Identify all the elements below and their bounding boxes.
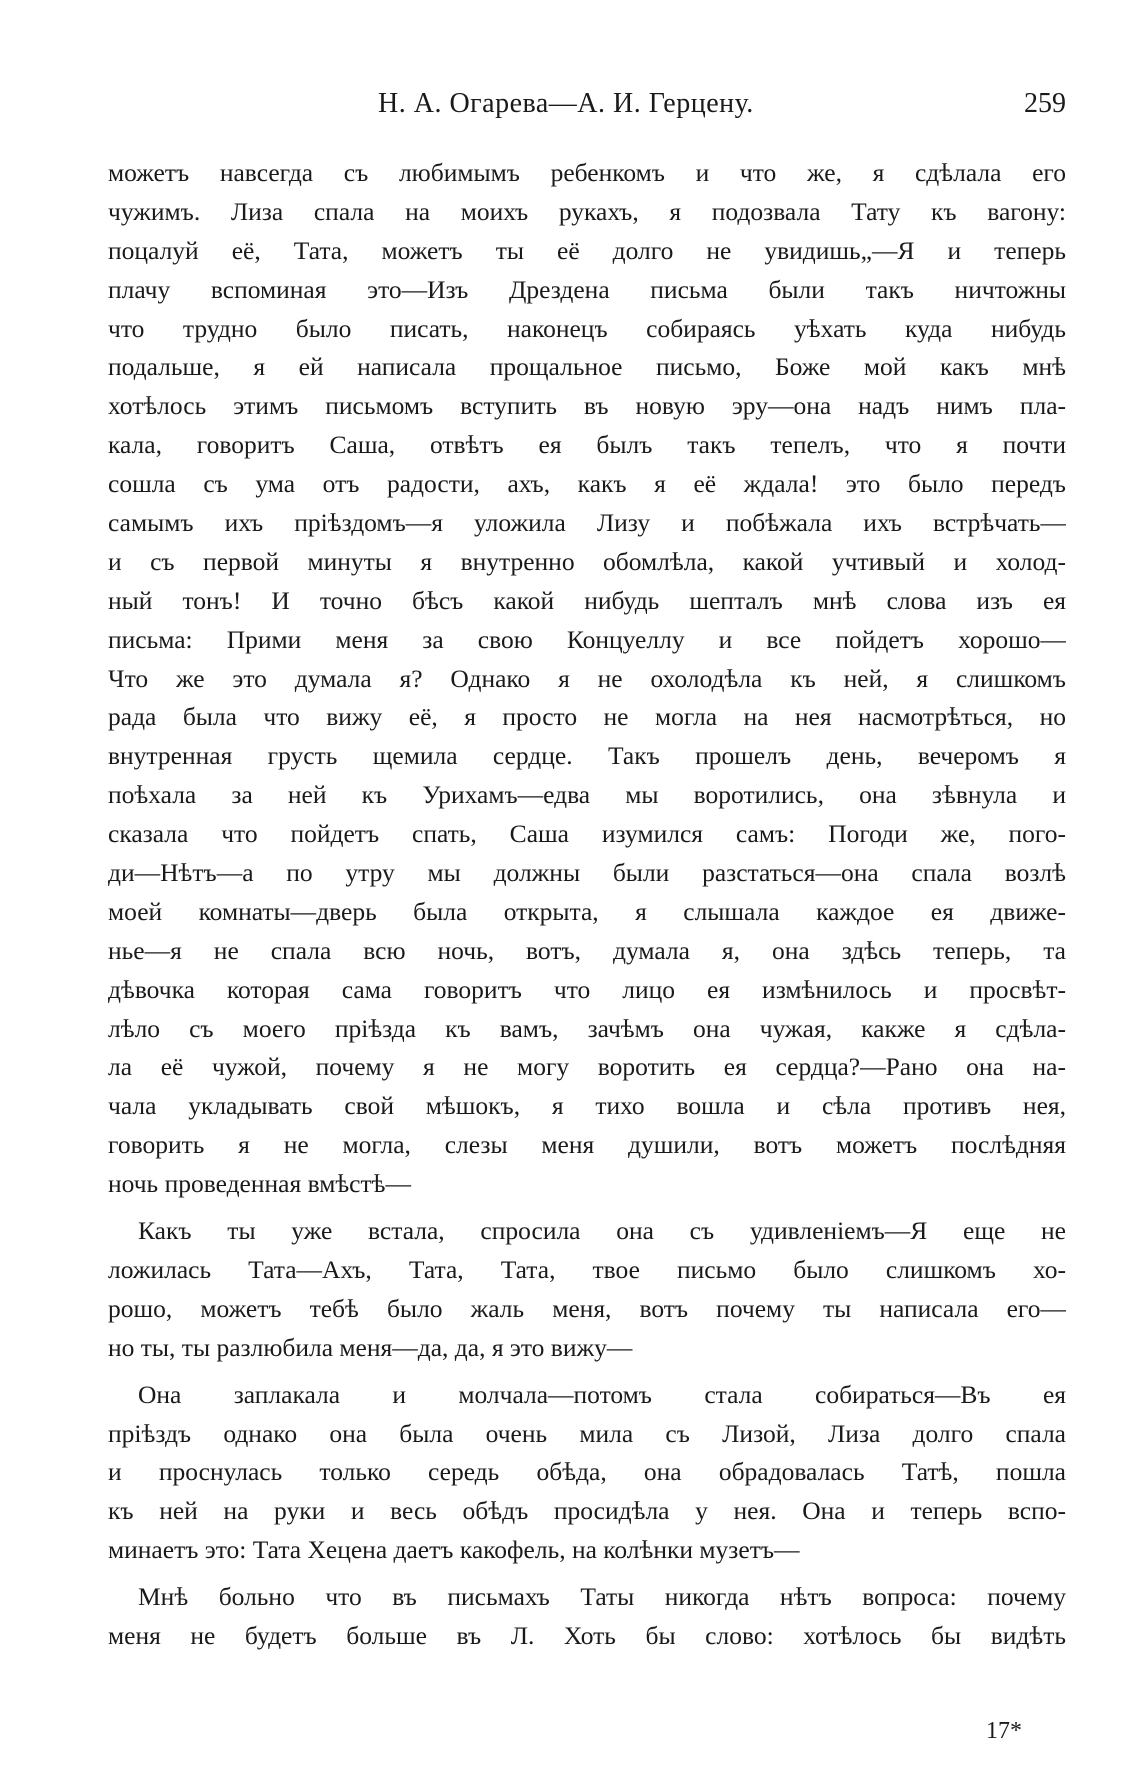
printer-signature-mark: 17* [986, 1718, 1022, 1744]
text-line: ночь проведенная вмѣстѣ— [108, 1169, 411, 1199]
text-line: къ ней на руки и весь обѣдъ просидѣла у нея. Она и теперь вспо- [108, 1496, 1066, 1526]
paragraph-gap [108, 1204, 1066, 1212]
paragraph [108, 154, 1066, 1204]
text-line: чала укладывать свой мѣшокъ, я тихо вошла и сѣла противъ нея, [108, 1091, 1066, 1121]
text-line: Мнѣ больно что въ письмахъ Таты никогда нѣтъ вопроса: почему [138, 1582, 1066, 1612]
text-line: внутренная грусть щемила сердце. Такъ прошелъ день, вечеромъ я [108, 741, 1066, 771]
text-line: кала, говоритъ Саша, отвѣтъ ея былъ такъ тепелъ, что я почти [108, 430, 1066, 460]
page-number: 259 [1024, 88, 1066, 119]
text-line: сошла съ ума отъ радости, ахъ, какъ я её ждала! это было передъ [108, 469, 1066, 499]
text-line: ди—Нѣтъ—а по утру мы должны были разстаться—она спала возлѣ [108, 858, 1066, 888]
text-line: Какъ ты уже встала, спросила она съ удивленіемъ—Я еще не [138, 1216, 1066, 1246]
text-line: пріѣздъ однако она была очень мила съ Лизой, Лиза долго спала [108, 1418, 1066, 1448]
text-line: моей комнаты—дверь была открыта, я слышала каждое ея движе- [108, 896, 1066, 926]
text-line: что трудно было писать, наконецъ собираясь уѣхать куда нибудь [108, 313, 1066, 343]
text-line: рада была что вижу её, я просто не могла на нея насмотрѣться, но [108, 702, 1066, 732]
text-line: письма: Прими меня за свою Концуеллу и все пойдетъ хорошо— [108, 624, 1066, 654]
text-line: нье—я не спала всю ночь, вотъ, думала я, она здѣсь теперь, та [108, 935, 1066, 965]
paragraph [108, 1376, 1066, 1570]
text-line: и проснулась только середь обѣда, она обрадовалась Татѣ, пошла [108, 1457, 1066, 1487]
text-line: говорить я не могла, слезы меня душили, вотъ можетъ послѣдняя [108, 1130, 1066, 1160]
text-line: ный тонъ! И точно бѣсъ какой нибудь шепталъ мнѣ слова изъ ея [108, 585, 1066, 615]
text-line: ложилась Тата—Ахъ, Тата, Тата, твое письмо было слишкомъ хо- [108, 1254, 1066, 1284]
body-text [108, 154, 1066, 1656]
text-line: чужимъ. Лиза спала на моихъ рукахъ, я подозвала Тату къ вагону: [108, 196, 1066, 226]
text-line: сказала что пойдетъ спать, Саша изумился самъ: Погоди же, пого- [108, 819, 1066, 849]
paragraph-gap [108, 1570, 1066, 1578]
text-line: дѣвочка которая сама говоритъ что лицо ея измѣнилось и просвѣт- [108, 974, 1066, 1004]
paragraph [108, 1578, 1066, 1656]
text-line: самымъ ихъ пріѣздомъ—я уложила Лизу и побѣжала ихъ встрѣчать— [108, 508, 1066, 538]
text-line: хотѣлось этимъ письмомъ вступить въ новую эру—она надъ нимъ пла- [108, 391, 1066, 421]
running-header [108, 88, 1066, 128]
text-line: меня не будетъ больше въ Л. Хоть бы слово: хотѣлось бы видѣть [108, 1620, 1066, 1650]
paragraph-gap [108, 1368, 1066, 1376]
text-line: рошо, можетъ тебѣ было жаль меня, вотъ почему ты написала его— [108, 1293, 1066, 1323]
text-line: Она заплакала и молчала—потомъ стала собираться—Въ ея [138, 1379, 1066, 1409]
text-line: поѣхала за ней къ Урихамъ—едва мы воротились, она зѣвнула и [108, 780, 1066, 810]
text-line: можетъ навсегда съ любимымъ ребенкомъ и что же, я сдѣлала его [108, 158, 1066, 187]
text-line: минаетъ это: Тата Хецена даетъ какофель, на колѣнки музетъ— [108, 1535, 800, 1565]
paragraph [108, 1212, 1066, 1368]
text-line: лѣло съ моего пріѣзда къ вамъ, зачѣмъ она чужая, какже я сдѣла- [108, 1013, 1066, 1043]
text-line: но ты, ты разлюбила меня—да, да, я это вижу— [108, 1332, 633, 1362]
text-line: плачу вспоминая это—Изъ Дрездена письма были такъ ничтожны [108, 274, 1066, 304]
text-line: поцалуй её, Тата, можетъ ты её долго не увидишь„—Я и теперь [108, 235, 1066, 265]
text-line: и съ первой минуты я внутренно обомлѣла, какой учтивый и холод- [108, 546, 1066, 576]
text-line: подальше, я ей написала прощальное письмо, Боже мой какъ мнѣ [108, 352, 1066, 382]
text-line: ла её чужой, почему я не могу воротить ея сердца?—Рано она на- [108, 1052, 1066, 1082]
running-header-title: Н. А. Огарева—А. И. Герцену. [378, 88, 754, 119]
text-line: Что же это думала я? Однако я не охолодѣла къ ней, я слишкомъ [108, 663, 1066, 693]
